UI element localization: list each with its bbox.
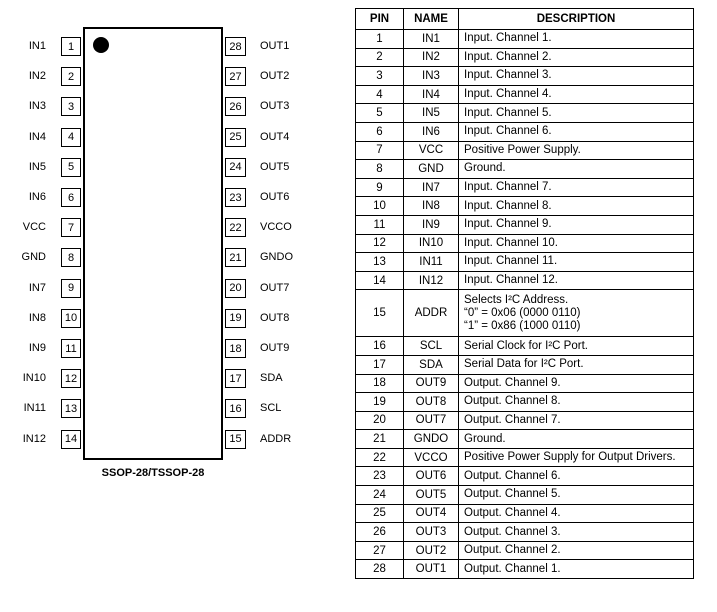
cell-description (459, 160, 694, 179)
cell-description (459, 448, 694, 467)
pin-label-right: ADDR (260, 432, 292, 445)
table-row (356, 393, 694, 412)
cell-name: VCCO (404, 448, 459, 467)
table-row (356, 67, 694, 86)
table-row (356, 104, 694, 123)
pin-number-left: 8 (61, 248, 81, 267)
pin-label-right: OUT2 (260, 70, 290, 83)
cell-description (459, 486, 694, 505)
cell-pin: 19 (356, 393, 404, 412)
description-line: Output. Channel 4. (464, 506, 561, 519)
cell-pin: 22 (356, 448, 404, 467)
pin-number-right: 21 (225, 248, 246, 267)
table-row (356, 197, 694, 216)
cell-pin: 21 (356, 430, 404, 449)
cell-pin: 6 (356, 122, 404, 141)
pin-number-left: 14 (61, 430, 81, 449)
cell-description (459, 290, 694, 337)
table-row (356, 560, 694, 579)
cell-name: SCL (404, 337, 459, 356)
cell-pin: 17 (356, 355, 404, 374)
cell-name: IN12 (404, 271, 459, 290)
table-row (356, 178, 694, 197)
description-line: Ground. (464, 432, 506, 445)
pin-label-right: VCCO (260, 221, 292, 234)
cell-name: IN6 (404, 122, 459, 141)
cell-name: OUT1 (404, 560, 459, 579)
description-line: Positive Power Supply for Output Drivers. (464, 451, 676, 464)
description-line: Input. Channel 8. (464, 199, 552, 212)
cell-name: IN4 (404, 85, 459, 104)
cell-name: IN8 (404, 197, 459, 216)
table-row (356, 160, 694, 179)
pin-label-left: IN1 (28, 40, 46, 52)
description-line: Serial Data for I²C Port. (464, 358, 584, 371)
table-row (356, 253, 694, 272)
cell-pin: 4 (356, 85, 404, 104)
table-row (356, 486, 694, 505)
cell-description (459, 141, 694, 160)
pin-label-right: OUT4 (260, 130, 290, 143)
cell-name: ADDR (404, 290, 459, 337)
pin-number-left: 7 (61, 218, 81, 237)
cell-description (459, 430, 694, 449)
cell-name: VCC (404, 141, 459, 160)
table-row (356, 85, 694, 104)
description-line: Selects I²C Address. (464, 293, 569, 306)
cell-description (459, 393, 694, 412)
description-line: Output. Channel 1. (464, 562, 561, 575)
description-line: Input. Channel 7. (464, 181, 552, 194)
pin-number-right: 17 (225, 369, 246, 388)
description-line: Input. Channel 2. (464, 50, 552, 63)
pin-label-left: IN5 (28, 160, 46, 173)
description-line: Output. Channel 9. (464, 376, 561, 389)
pin-label-right: OUT3 (260, 100, 290, 113)
description-line: Input. Channel 6. (464, 125, 552, 138)
header-description: DESCRIPTION (459, 9, 694, 30)
table-row (356, 411, 694, 430)
pin-label-right: SCL (260, 402, 282, 415)
cell-name: IN3 (404, 67, 459, 86)
description-line: Output. Channel 5. (464, 488, 561, 501)
pin-label-left: IN6 (28, 191, 46, 203)
description-line: “0” = 0x06 (0000 0110) (464, 306, 581, 319)
pin-description-table (355, 8, 694, 579)
pin-label-right: OUT7 (260, 281, 290, 294)
pin-number-left: 13 (61, 399, 81, 418)
cell-name: OUT7 (404, 411, 459, 430)
pin-label-left: IN9 (28, 342, 46, 354)
cell-name: OUT4 (404, 504, 459, 523)
pin-number-left: 12 (61, 369, 81, 388)
cell-name: OUT3 (404, 523, 459, 542)
table-row (356, 374, 694, 393)
pin-label-left: IN8 (28, 311, 46, 324)
cell-description (459, 30, 694, 49)
table-row (356, 541, 694, 560)
pin-number-right: 22 (225, 218, 246, 237)
cell-description (459, 234, 694, 253)
pin-number-right: 20 (225, 279, 246, 298)
description-line: Output. Channel 3. (464, 525, 561, 538)
cell-pin: 16 (356, 337, 404, 356)
table-row (356, 523, 694, 542)
cell-name: SDA (404, 355, 459, 374)
cell-name: IN11 (404, 253, 459, 272)
pin-label-left: IN4 (28, 130, 46, 143)
pin1-indicator-dot (93, 37, 109, 53)
cell-pin: 28 (356, 560, 404, 579)
pin-number-right: 23 (225, 188, 246, 207)
pin-label-right: OUT8 (260, 311, 290, 324)
header-name: NAME (404, 9, 459, 30)
pin-number-right: 24 (225, 158, 246, 177)
pin-label-left: VCC (22, 221, 46, 234)
cell-pin: 2 (356, 48, 404, 67)
cell-description (459, 215, 694, 234)
pin-label-right: OUT5 (260, 160, 290, 173)
cell-pin: 7 (356, 141, 404, 160)
table-row (356, 30, 694, 49)
cell-description (459, 374, 694, 393)
pin-number-left: 6 (61, 188, 81, 207)
cell-pin: 15 (356, 290, 404, 337)
cell-pin: 12 (356, 234, 404, 253)
pin-number-left: 3 (61, 97, 81, 116)
description-line: Input. Channel 4. (464, 88, 552, 101)
cell-pin: 3 (356, 67, 404, 86)
cell-name: IN1 (404, 30, 459, 49)
table-row (356, 467, 694, 486)
description-line: Positive Power Supply. (464, 143, 581, 156)
description-line: Output. Channel 6. (464, 469, 561, 482)
description-line: Input. Channel 1. (464, 32, 552, 45)
pin-label-right: OUT1 (260, 40, 290, 52)
pin-label-right: OUT9 (260, 342, 290, 354)
pin-label-left: IN11 (23, 402, 46, 415)
package-name: SSOP-28/TSSOP-28 (101, 467, 205, 479)
table-row (356, 271, 694, 290)
pin-number-left: 10 (61, 309, 81, 328)
pin-label-left: IN7 (28, 281, 46, 294)
pin-label-left: IN10 (22, 372, 46, 385)
table-row (356, 48, 694, 67)
pin-number-right: 28 (225, 37, 246, 56)
description-line: Output. Channel 7. (464, 413, 561, 426)
table-row (356, 122, 694, 141)
table-row (356, 290, 694, 337)
cell-pin: 5 (356, 104, 404, 123)
cell-description (459, 48, 694, 67)
cell-description (459, 253, 694, 272)
table-header-row (356, 9, 694, 30)
cell-description (459, 122, 694, 141)
pin-label-right: OUT6 (260, 191, 290, 203)
pin-number-right: 27 (225, 67, 246, 86)
table-row (356, 355, 694, 374)
cell-pin: 24 (356, 486, 404, 505)
cell-description (459, 504, 694, 523)
cell-pin: 20 (356, 411, 404, 430)
cell-description (459, 541, 694, 560)
cell-description (459, 560, 694, 579)
pin-number-right: 15 (225, 430, 246, 449)
cell-pin: 23 (356, 467, 404, 486)
cell-pin: 26 (356, 523, 404, 542)
pin-label-left: IN12 (22, 432, 46, 445)
cell-name: OUT6 (404, 467, 459, 486)
table-row (356, 337, 694, 356)
description-line: “1” = 0x86 (1000 0110) (464, 319, 581, 332)
pin-number-right: 16 (225, 399, 246, 418)
cell-name: OUT2 (404, 541, 459, 560)
cell-pin: 13 (356, 253, 404, 272)
pin-label-right: GNDO (260, 251, 293, 264)
table-row (356, 504, 694, 523)
description-line: Input. Channel 11. (464, 255, 558, 268)
cell-pin: 27 (356, 541, 404, 560)
pin-number-left: 1 (61, 37, 81, 56)
cell-pin: 18 (356, 374, 404, 393)
cell-description (459, 67, 694, 86)
cell-name: OUT8 (404, 393, 459, 412)
cell-name: IN7 (404, 178, 459, 197)
cell-description (459, 337, 694, 356)
cell-name: IN10 (404, 234, 459, 253)
cell-description (459, 467, 694, 486)
pin-label-left: IN3 (28, 100, 46, 113)
ic-package-body (83, 27, 223, 460)
pin-label-right: SDA (260, 372, 283, 385)
cell-description (459, 178, 694, 197)
pin-number-left: 9 (61, 279, 81, 298)
pin-number-right: 25 (225, 128, 246, 147)
cell-pin: 25 (356, 504, 404, 523)
description-line: Input. Channel 10. (464, 236, 558, 249)
cell-pin: 14 (356, 271, 404, 290)
pin-number-right: 18 (225, 339, 246, 358)
description-line: Input. Channel 12. (464, 274, 558, 287)
pin-label-left: IN2 (28, 70, 46, 83)
pin-number-left: 11 (61, 339, 81, 358)
description-line: Serial Clock for I²C Port. (464, 339, 588, 352)
cell-description (459, 271, 694, 290)
cell-description (459, 523, 694, 542)
cell-pin: 8 (356, 160, 404, 179)
cell-pin: 1 (356, 30, 404, 49)
table-row (356, 215, 694, 234)
cell-description (459, 85, 694, 104)
pin-number-right: 19 (225, 309, 246, 328)
cell-name: OUT9 (404, 374, 459, 393)
cell-description (459, 104, 694, 123)
pinout-diagram (0, 0, 340, 612)
cell-name: IN5 (404, 104, 459, 123)
description-line: Output. Channel 8. (464, 395, 561, 408)
description-line: Ground. (464, 162, 506, 175)
description-line: Input. Channel 9. (464, 218, 552, 231)
pin-label-left: GND (21, 251, 46, 264)
cell-name: IN2 (404, 48, 459, 67)
pin-number-left: 2 (61, 67, 81, 86)
pin-number-left: 5 (61, 158, 81, 177)
cell-pin: 10 (356, 197, 404, 216)
cell-name: OUT5 (404, 486, 459, 505)
header-pin: PIN (356, 9, 404, 30)
cell-pin: 11 (356, 215, 404, 234)
table-row (356, 448, 694, 467)
cell-description (459, 411, 694, 430)
cell-name: GND (404, 160, 459, 179)
cell-description (459, 197, 694, 216)
pin-number-left: 4 (61, 128, 81, 147)
table-row (356, 234, 694, 253)
pin-number-right: 26 (225, 97, 246, 116)
cell-pin: 9 (356, 178, 404, 197)
description-line: Output. Channel 2. (464, 544, 561, 557)
table-row (356, 430, 694, 449)
description-line: Input. Channel 5. (464, 106, 552, 119)
cell-name: IN9 (404, 215, 459, 234)
description-line: Input. Channel 3. (464, 69, 552, 82)
table-row (356, 141, 694, 160)
cell-name: GNDO (404, 430, 459, 449)
cell-description (459, 355, 694, 374)
